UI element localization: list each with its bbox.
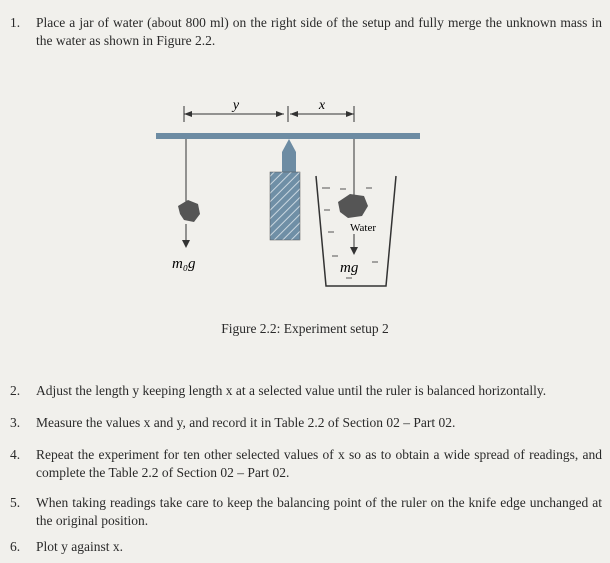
step-1 — [10, 14, 602, 54]
step-6 — [10, 538, 602, 558]
label-water: Water — [350, 222, 376, 234]
right-mass — [338, 194, 368, 218]
stand — [270, 172, 300, 240]
knife-edge — [282, 139, 296, 172]
step-text: Adjust the length y keeping length x at a selected value until the ruler is balanced horizontally. — [36, 383, 547, 398]
label-x: x — [318, 98, 326, 113]
step-text: Repeat the experiment for ten other selected values of x so as to obtain a wide spread of readings, and complete the Table 2.2 of Section 02 – Part 02. — [36, 447, 602, 480]
step-number: 1. — [10, 15, 21, 30]
figure-caption: Figure 2.2: Experiment setup 2 — [221, 321, 389, 336]
step-number: 5. — [10, 495, 21, 510]
label-y: y — [232, 98, 240, 113]
experiment-setup-figure — [150, 92, 430, 292]
step-5 — [10, 494, 602, 534]
step-2 — [10, 382, 602, 402]
label-right-weight: mg — [340, 260, 359, 276]
step-number: 3. — [10, 415, 21, 430]
ruler — [156, 133, 420, 139]
step-number: 4. — [10, 447, 21, 462]
step-4 — [10, 446, 602, 486]
step-text: Measure the values x and y, and record it in Table 2.2 of Section 02 – Part 02. — [36, 415, 456, 430]
step-3 — [10, 414, 602, 434]
step-number: 2. — [10, 383, 21, 398]
step-text: Plot y against x. — [36, 539, 123, 554]
label-left-weight: m₀g — [172, 256, 196, 272]
left-mass — [178, 200, 200, 222]
step-text: When taking readings take care to keep the balancing point of the ruler on the knife edge unchanged at the original position. — [36, 495, 602, 528]
step-number: 6. — [10, 539, 21, 554]
step-text: Place a jar of water (about 800 ml) on the right side of the setup and fully merge the unknown mass in the water as shown in Figure 2.2. — [36, 15, 602, 48]
